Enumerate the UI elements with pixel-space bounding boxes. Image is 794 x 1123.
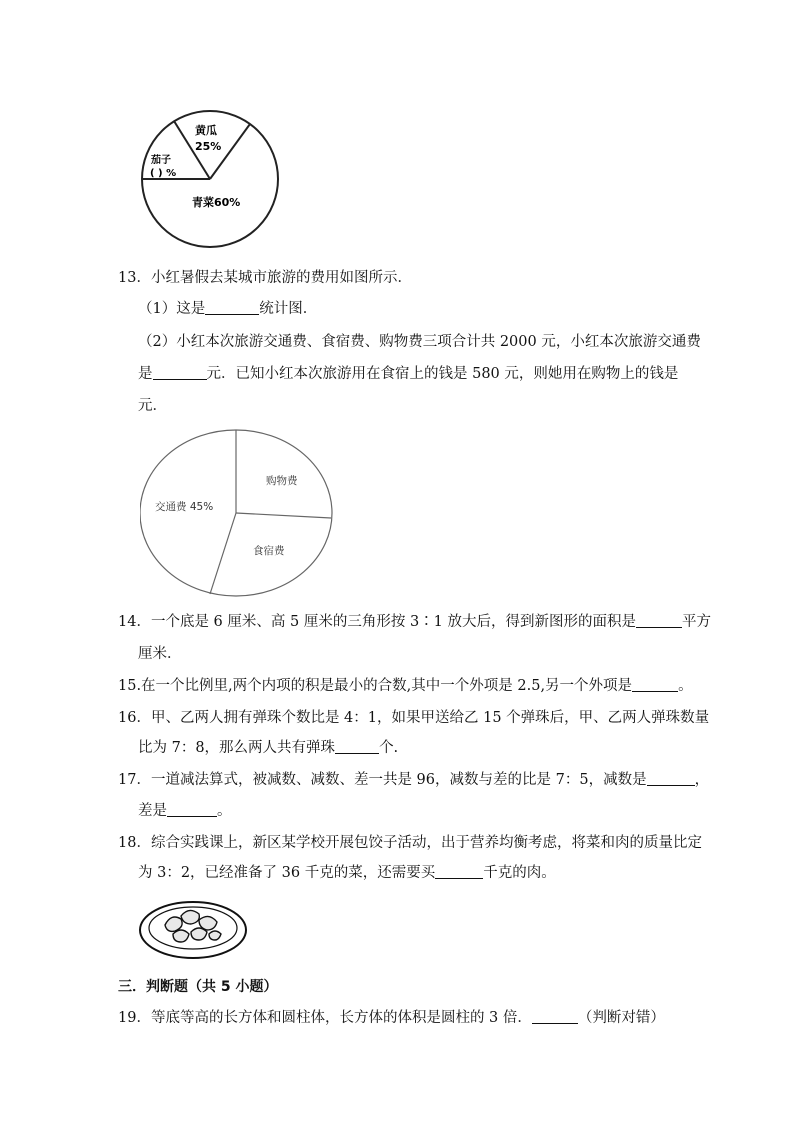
q19-end: （判断对错） bbox=[577, 1010, 665, 1026]
q17-comma: ， bbox=[694, 772, 710, 788]
q17-blank-1[interactable] bbox=[647, 771, 695, 786]
q18-blank[interactable] bbox=[435, 864, 483, 879]
pie1-label-greens: 青菜60% bbox=[192, 196, 241, 209]
pie2-label-shopping: 购物费 bbox=[266, 475, 298, 487]
q13-part1-text: （1）这是 bbox=[138, 301, 206, 317]
vegetable-pie-chart bbox=[140, 100, 285, 255]
q16-line2 bbox=[138, 738, 398, 758]
section3-heading: 三．判断题（共 5 小题） bbox=[118, 979, 278, 995]
q15-end: 。 bbox=[678, 678, 693, 694]
travel-cost-pie-chart bbox=[140, 418, 340, 603]
q14-line1 bbox=[118, 612, 711, 632]
q16-end: 个. bbox=[379, 740, 399, 756]
q19-blank[interactable] bbox=[532, 1009, 578, 1024]
q16-text: 比为 7：8，那么两人共有弹珠 bbox=[138, 740, 336, 756]
q14-blank[interactable] bbox=[636, 613, 682, 628]
q13-part1-tail: 统计图． bbox=[259, 301, 318, 317]
pie1-label-cucumber-pct: 25% bbox=[195, 140, 222, 153]
q18-line2 bbox=[138, 863, 556, 883]
q13-part2-cont bbox=[138, 364, 678, 384]
q18-text: 为 3：2，已经准备了 36 千克的菜，还需要买 bbox=[138, 865, 436, 881]
q16-line1: 16．甲、乙两人拥有弹珠个数比是 4：1，如果甲送给乙 15 个弹珠后，甲、乙两人弹珠数量 bbox=[118, 710, 710, 726]
pie2-label-transport: 交通费 45% bbox=[155, 501, 214, 513]
dumplings-plate-image bbox=[137, 890, 249, 962]
q13-part2: （2）小红本次旅游交通费、食宿费、购物费三项合计共 2000 元，小红本次旅游交通费 bbox=[138, 334, 701, 350]
q13-blank-2[interactable] bbox=[153, 365, 207, 380]
q16-blank[interactable] bbox=[335, 739, 379, 754]
q17-line1 bbox=[118, 770, 709, 790]
q13-part1 bbox=[138, 299, 317, 319]
q17-text: 17．一道减法算式，被减数、减数、差一共是 96，减数与差的比是 7：5，减数是 bbox=[118, 772, 647, 788]
q17-text2: 差是 bbox=[138, 803, 167, 819]
pie1-label-eggplant-pct: ( ) % bbox=[150, 168, 177, 179]
q14-text: 14．一个底是 6 厘米、高 5 厘米的三角形按 3∶1 放大后，得到新图形的面积是 bbox=[118, 614, 637, 630]
q18-end: 千克的肉。 bbox=[483, 865, 556, 881]
q17-end: 。 bbox=[217, 803, 232, 819]
q13-stem: 13．小红暑假去某城市旅游的费用如图所示． bbox=[118, 270, 412, 286]
q13-part2-end: 元． bbox=[138, 398, 167, 414]
q13-part2-text: 元．已知小红本次旅游用在食宿上的钱是 580 元，则她用在购物上的钱是 bbox=[206, 366, 679, 382]
q19-line bbox=[118, 1008, 665, 1028]
q15-text: 15.在一个比例里,两个内项的积是最小的合数,其中一个外项是 2.5,另一个外项是 bbox=[118, 678, 633, 694]
pie2-label-lodging: 食宿费 bbox=[253, 545, 285, 557]
q17-blank-2[interactable] bbox=[167, 802, 217, 817]
q13-blank-1[interactable] bbox=[205, 300, 259, 315]
q19-text: 19．等底等高的长方体和圆柱体，长方体的体积是圆柱的 3 倍． bbox=[118, 1010, 532, 1026]
pie1-label-eggplant: 茄子 bbox=[151, 155, 171, 166]
q14-line2: 厘米． bbox=[138, 646, 182, 662]
pie1-label-cucumber: 黄瓜 bbox=[195, 124, 217, 137]
q15-blank[interactable] bbox=[632, 677, 678, 692]
q17-line2 bbox=[138, 801, 232, 821]
q18-line1: 18．综合实践课上，新区某学校开展包饺子活动，出于营养均衡考虑，将菜和肉的质量比定 bbox=[118, 835, 702, 851]
q15-line bbox=[118, 676, 693, 696]
q14-unit: 平方 bbox=[682, 614, 712, 630]
q13-part2-prefix: 是 bbox=[138, 366, 153, 382]
